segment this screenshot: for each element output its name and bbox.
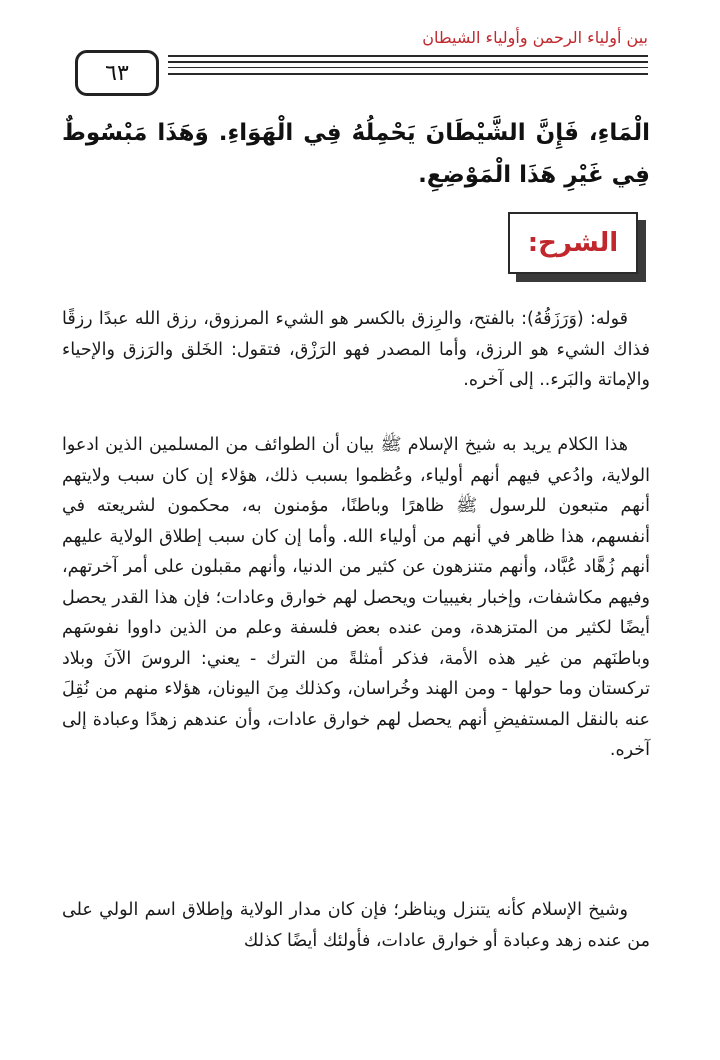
header-rule bbox=[168, 61, 648, 63]
header-rule bbox=[168, 73, 648, 75]
header-rule bbox=[168, 55, 648, 57]
page-number: ٦٣ bbox=[75, 50, 159, 96]
running-title: بين أولياء الرحمن وأولياء الشيطان bbox=[422, 28, 648, 47]
matn-text: الْمَاءِ، فَإِنَّ الشَّيْطَانَ يَحْمِلُهُ فِي الْهَوَاءِ. وَهَذَا مَبْسُوطٌ فِي غَيْرِ هَذَا الْمَوْضِعِ. bbox=[62, 120, 650, 188]
paragraph-3: وشيخ الإسلام كأنه يتنزل ويناظر؛ فإن كان مدار الولاية وإطلاق اسم الولي على من عنده زهد وعبادة أو خوارق عادات، فأولئك أيضًا كذلك bbox=[62, 900, 650, 951]
sharh-label: الشرح: bbox=[508, 212, 638, 274]
header-rule bbox=[168, 67, 648, 68]
paragraph-2: هذا الكلام يريد به شيخ الإسلام ﷺ بيان أن الطوائف من المسلمين الذين ادعوا الولاية، وادُعي فيهم أنهم أولياء، وعُظموا بسبب ذلك، هؤلاء إن كان سبب ولايتهم أنهم متبعون للرسول ﷺ ظاهرًا وباطنًا، مؤمنون به، محكمون لشريعته في أنفسهم، هذا ظاهر في أنهم من أولياء الله. وأما إن كان سبب إطلاق الولاية عليهم أنهم زُهَّاد عُبَّاد، وأنهم متنزهون عن كثير من الدنيا، وأنهم مقبلون على أمر آخرتهم، وفيهم مكاشفات، وإخبار بغيبيات ويحصل لهم خوارق وعادات؛ فإن هذا القدر يحصل أيضًا لكثير من المتزهدة، ومن عنده بعض فلسفة وعلم من الذين داووا نفوسَهم وباطنَهم من غير هذه الأمة، فذكر أمثلةً من الترك - يعني: الروسَ الآنَ وبلاد تركستان وما حولها - ومن الهند وخُراسان، وكذلك مِنَ اليونان، هؤلاء منهم من نُقِلَ عنه بالنقل المستفيضِ أنهم يحصل لهم خوارق عادات، وأن عندهم زهدًا وعبادة إلى آخره. bbox=[62, 435, 650, 760]
sharh-heading bbox=[508, 212, 650, 288]
paragraph-1: قوله: (وَرَزَقُهُ): بالفتح، والرِزق بالكسر هو الشيء المرزوق، رزق الله عبدًا رزقًا فذاك الشيء هو الرزق، وأما المصدر فهو الرَزْق، فتقول: الخَلق والرَزق والإحياء والإماتة والبَرء.. إلى آخره. bbox=[62, 309, 650, 390]
